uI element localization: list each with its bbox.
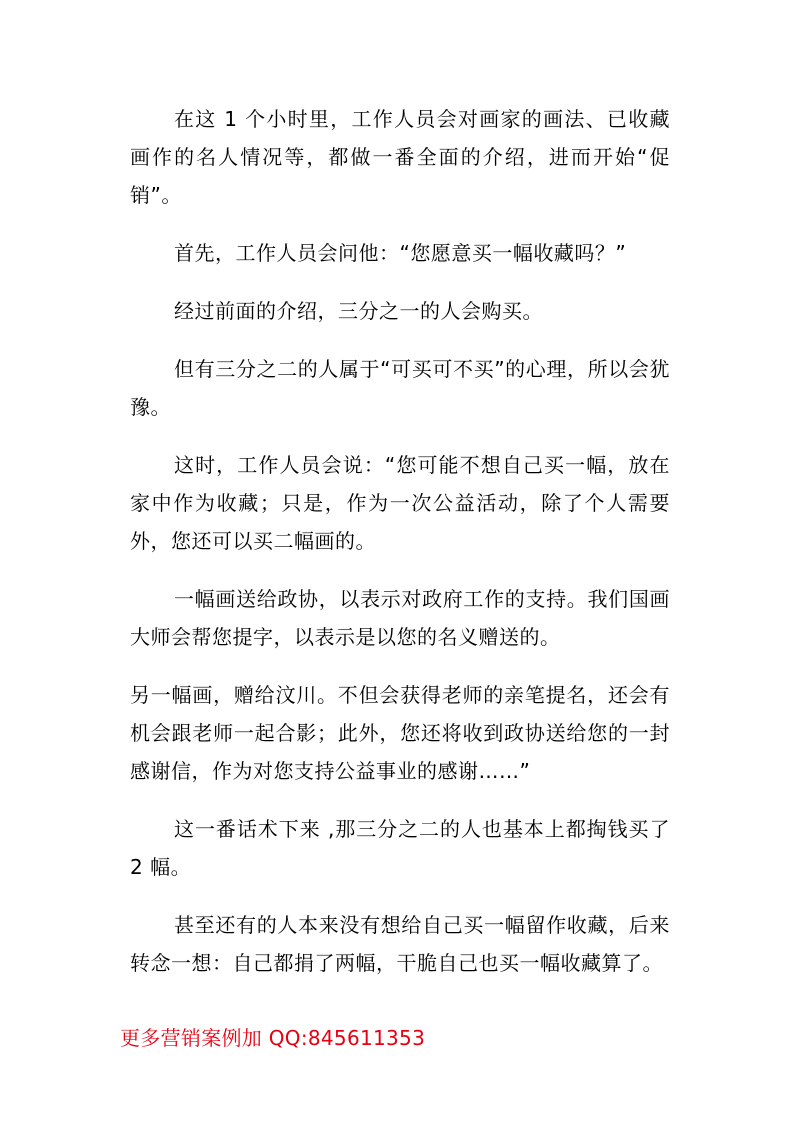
paragraph-4: 但有三分之二的人属于“可买可不买”的心理，所以会犹豫。: [130, 357, 670, 419]
paragraph-8: 这一番话术下来 ,那三分之二的人也基本上都掏钱买了 2 幅。: [130, 817, 670, 879]
paragraph-1: 在这 1 个小时里，工作人员会对画家的画法、已收藏画作的名人情况等，都做一番全面的介绍，进而开始“促销”。: [130, 107, 670, 207]
paragraph-5: 这时，工作人员会说：“您可能不想自己买一幅，放在家中作为收藏；只是，作为一次公益活动，除了个人需要外，您还可以买二幅画的。: [130, 453, 670, 553]
paragraph-2: 首先，工作人员会问他：“您愿意买一幅收藏吗？”: [174, 241, 627, 265]
footer-promo-text: 更多营销案例加 QQ:845611353: [120, 1026, 426, 1050]
paragraph-7: 另一幅画，赠给汶川。不但会获得老师的亲笔提名，还会有机会跟老师一起合影；此外，您还将收到政协送给您的一封感谢信，作为对您支持公益事业的感谢……”: [130, 683, 670, 783]
document-body: [130, 100, 670, 1002]
paragraph-9: 甚至还有的人本来没有想给自己买一幅留作收藏，后来转念一想：自己都捐了两幅，干脆自己也买一幅收藏算了。: [130, 913, 670, 975]
paragraph-6: 一幅画送给政协，以表示对政府工作的支持。我们国画大师会帮您提字，以表示是以您的名义赠送的。: [130, 587, 670, 649]
paragraph-3: 经过前面的介绍，三分之一的人会购买。: [174, 299, 543, 323]
